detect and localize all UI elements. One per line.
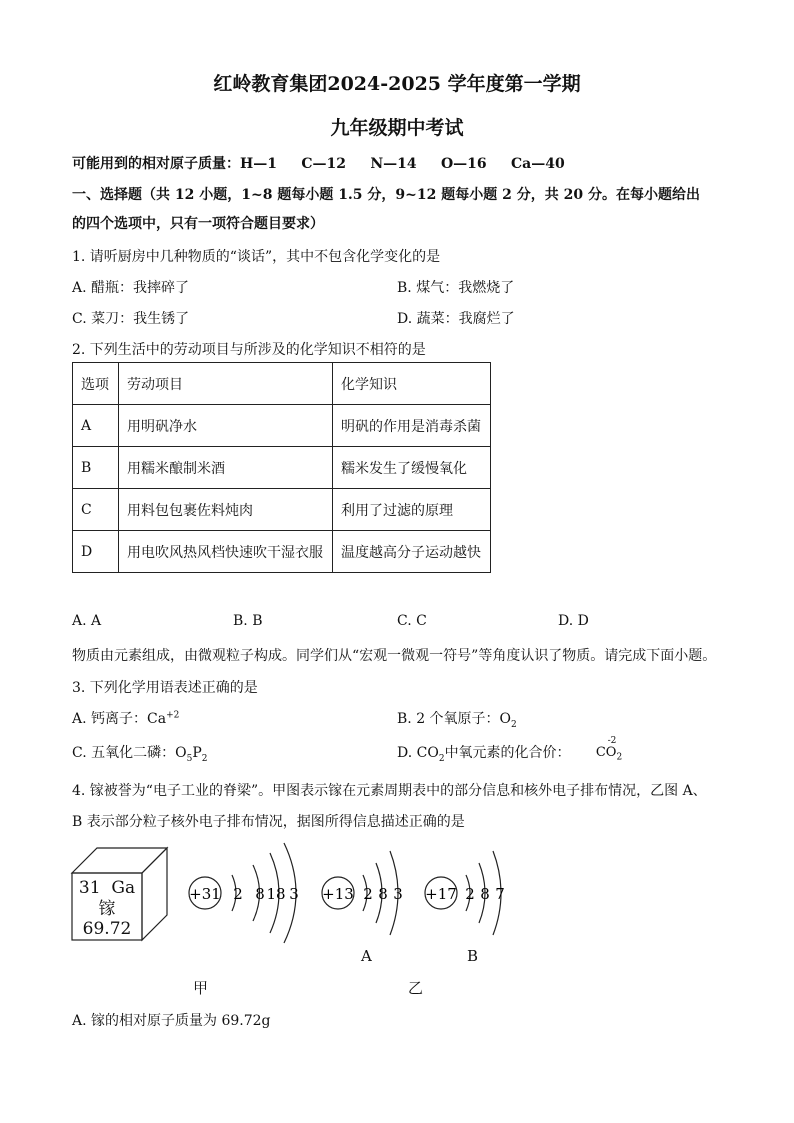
q1-stem: 1. 请听厨房中几种物质的“谈话”，其中不包含化学变化的是 [72, 249, 441, 265]
table-cell: A [73, 405, 119, 447]
q3-option-a: A. 钙离子：$Ca^{+2}$ [72, 710, 180, 727]
q1-option-a: A. 醋瓶：我摔碎了 [72, 280, 190, 296]
table-header-row [73, 363, 491, 405]
valence-mark: -2 [607, 736, 617, 746]
ga-atom-diagram [189, 843, 299, 943]
b-ion-diagram [425, 851, 505, 935]
q1-option-c: C. 菜刀：我生锈了 [72, 311, 190, 327]
table-row [73, 531, 491, 573]
q2-stem: 2. 下列生活中的劳动项目与所涉及的化学知识不相符的是 [72, 342, 426, 358]
q2-option-b: B. B [233, 613, 263, 629]
label-b: B [467, 947, 479, 965]
table-cell: B [73, 447, 119, 489]
atomic-masses: 可能用到的相对原子质量：H—1 C—12 N—14 O—16 Ca—40 [72, 156, 565, 172]
table-header-cell: 化学知识 [333, 363, 491, 405]
q2-option-c: C. C [397, 613, 427, 629]
element-number: 31 [78, 878, 101, 898]
ga-shell-3: 18 [266, 885, 286, 903]
element-mass: 69.72 [82, 919, 132, 939]
q2-table [72, 362, 491, 573]
label-a: A [361, 947, 372, 965]
table-cell: 用明矾净水 [119, 405, 333, 447]
section1-instruction-line1: 一、选择题（共 12 小题，1~8 题每小题 1.5 分，9~12 题每小题 2 分，共 20 分。在每小题给出 [72, 187, 700, 203]
table-cell: 糯米发生了缓慢氧化 [333, 447, 491, 489]
exam-subtitle: 九年级期中考试 [330, 117, 464, 139]
table-row [73, 447, 491, 489]
b-nucleus: +17 [425, 885, 457, 903]
q4-option-a: A. 镓的相对原子质量为 69.72g [72, 1013, 271, 1029]
element-name: 镓 [98, 899, 116, 919]
exam-title: 红岭教育集团2024-2025 学年度第一学期 [213, 73, 581, 95]
a-shell-3: 3 [393, 885, 403, 903]
formula-co2: $CO_2$ [595, 745, 623, 763]
q2-option-a: A. A [72, 613, 102, 629]
table-cell: 温度越高分子运动越快 [333, 531, 491, 573]
table-cell: 用电吹风热风档快速吹干湿衣服 [119, 531, 333, 573]
section1-instruction-line2: 的四个选项中，只有一项符合题目要求） [72, 216, 324, 232]
ga-nucleus: +31 [189, 885, 221, 903]
valence-formula [594, 736, 624, 765]
element-number-symbol [74, 878, 140, 898]
table-cell: 明矾的作用是消毒杀菌 [333, 405, 491, 447]
q1-option-b: B. 煤气：我燃烧了 [397, 280, 515, 296]
table-cell: 用料包包裹佐料炖肉 [119, 489, 333, 531]
q3-option-c: C. 五氧化二磷：$O_5P_2$ [72, 745, 208, 764]
q4-stem-line1: 4. 镓被誉为“电子工业的脊梁”。甲图表示镓在元素周期表中的部分信息和核外电子排布情况，乙图 A、 [72, 783, 707, 799]
b-shell-2: 8 [480, 885, 490, 903]
q3-option-d: D. $CO_2$中氧元素的化合价： [397, 745, 571, 764]
table-cell: D [73, 531, 119, 573]
q2-option-d: D. D [558, 613, 589, 629]
ga-shell-4: 3 [289, 885, 299, 903]
label-yi: 乙 [408, 979, 424, 997]
element-symbol: Ga [111, 878, 136, 898]
table-header-cell: 劳动项目 [119, 363, 333, 405]
a-ion-diagram [322, 851, 403, 935]
q1-option-d: D. 蔬菜：我腐烂了 [397, 311, 515, 327]
q3-option-b: B. 2 个氧原子：$O_2$ [397, 711, 517, 730]
a-nucleus: +13 [322, 885, 354, 903]
a-shell-2: 8 [378, 885, 388, 903]
passage-text: 物质由元素组成，由微观粒子构成。同学们从“宏观一微观一符号”等角度认识了物质。请完成下面小题。 [72, 648, 717, 664]
table-row [73, 405, 491, 447]
table-cell: C [73, 489, 119, 531]
atomic-structure-diagrams [180, 835, 520, 945]
table-row [73, 489, 491, 531]
ga-shell-2: 8 [255, 885, 265, 903]
q4-stem-line2: B 表示部分粒子核外电子排布情况，据图所得信息描述正确的是 [72, 814, 465, 830]
b-shell-1: 2 [465, 885, 475, 903]
b-shell-3: 7 [495, 885, 505, 903]
q3-stem: 3. 下列化学用语表述正确的是 [72, 680, 258, 696]
table-cell: 用糯米酿制米酒 [119, 447, 333, 489]
a-shell-1: 2 [363, 885, 373, 903]
ga-shell-1: 2 [233, 885, 243, 903]
label-jia: 甲 [193, 979, 209, 997]
table-cell: 利用了过滤的原理 [333, 489, 491, 531]
table-header-cell: 选项 [73, 363, 119, 405]
